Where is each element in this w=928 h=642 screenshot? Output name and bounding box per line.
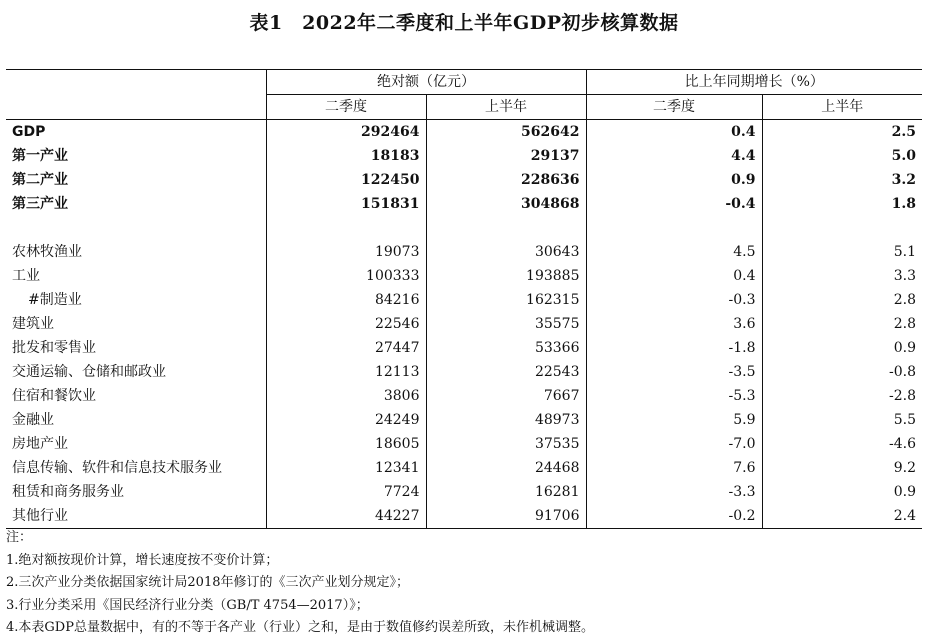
cell-h1-abs: 304868 xyxy=(426,192,586,216)
cell-h1-g: 2.8 xyxy=(762,288,922,312)
table-row xyxy=(6,144,922,168)
cell-q2-abs: 12113 xyxy=(266,360,426,384)
cell-h1-abs: 35575 xyxy=(426,312,586,336)
table-row xyxy=(6,240,922,264)
note-line: 3.行业分类采用《国民经济行业分类（GB/T 4754—2017）》； xyxy=(6,597,369,613)
cell-h1-g: 9.2 xyxy=(762,456,922,480)
cell-h1-abs: 16281 xyxy=(426,480,586,504)
table-row xyxy=(6,480,922,504)
cell-h1-abs: 37535 xyxy=(426,432,586,456)
cell-q2-g: 0.4 xyxy=(586,264,762,288)
table-row xyxy=(6,360,922,384)
cell-h1-abs: 53366 xyxy=(426,336,586,360)
cell-q2-g: -7.0 xyxy=(586,432,762,456)
cell-h1-g: 1.8 xyxy=(762,192,922,216)
header-corner xyxy=(6,70,266,120)
table-row xyxy=(6,120,922,145)
cell-q2-abs: 18183 xyxy=(266,144,426,168)
row-label: 房地产业 xyxy=(12,436,68,452)
row-label: 金融业 xyxy=(12,412,54,428)
cell-h1-g: 2.5 xyxy=(762,120,922,145)
cell-q2-abs: 22546 xyxy=(266,312,426,336)
header-q2-growth: 二季度 xyxy=(586,95,762,120)
cell-q2-g: -0.4 xyxy=(586,192,762,216)
spacer-cell xyxy=(426,216,586,240)
cell-q2-g: -0.2 xyxy=(586,504,762,529)
table-row xyxy=(6,456,922,480)
note-line: 1.绝对额按现价计算，增长速度按不变价计算； xyxy=(6,552,279,568)
cell-q2-g: 4.4 xyxy=(586,144,762,168)
table-row xyxy=(6,504,922,529)
cell-h1-abs: 22543 xyxy=(426,360,586,384)
header-absolute: 绝对额（亿元） xyxy=(266,70,586,95)
cell-h1-g: -4.6 xyxy=(762,432,922,456)
table-row xyxy=(6,168,922,192)
spacer-cell xyxy=(266,216,426,240)
header-growth: 比上年同期增长（%） xyxy=(586,70,922,95)
row-label: 其他行业 xyxy=(6,504,266,529)
cell-h1-g: -2.8 xyxy=(762,384,922,408)
table-row xyxy=(6,312,922,336)
cell-q2-abs: 27447 xyxy=(266,336,426,360)
cell-q2-g: -3.5 xyxy=(586,360,762,384)
table-row xyxy=(6,432,922,456)
note-line: 2.三次产业分类依据国家统计局2018年修订的《三次产业划分规定》； xyxy=(6,575,409,590)
cell-q2-g: -0.3 xyxy=(586,288,762,312)
header-row-1 xyxy=(6,70,922,95)
cell-q2-g: 4.5 xyxy=(586,240,762,264)
table-title: 表1 2022年二季度和上半年GDP初步核算数据 xyxy=(249,12,679,34)
footnotes xyxy=(6,527,922,640)
cell-q2-abs: 100333 xyxy=(266,264,426,288)
table-row xyxy=(6,192,922,216)
row-label: 农林牧渔业 xyxy=(12,244,82,260)
row-label: 批发和零售业 xyxy=(12,340,96,356)
cell-h1-abs: 162315 xyxy=(426,288,586,312)
cell-q2-g: 5.9 xyxy=(586,408,762,432)
cell-q2-abs: 151831 xyxy=(266,192,426,216)
cell-h1-g: 3.2 xyxy=(762,168,922,192)
note-line: 注： xyxy=(6,530,33,545)
cell-h1-g: 0.9 xyxy=(762,336,922,360)
cell-q2-g: 7.6 xyxy=(586,456,762,480)
spacer-row xyxy=(6,216,922,240)
cell-h1-g: 2.8 xyxy=(762,312,922,336)
note-line: 4.本表GDP总量数据中，有的不等于各产业（行业）之和，是由于数值修约误差所致，未作机械调整。 xyxy=(6,620,594,635)
cell-q2-abs: 12341 xyxy=(266,456,426,480)
row-label: 第三产业 xyxy=(12,196,68,212)
cell-q2-g: 3.6 xyxy=(586,312,762,336)
cell-h1-abs: 7667 xyxy=(426,384,586,408)
cell-h1-abs: 91706 xyxy=(426,504,586,529)
row-label: 第一产业 xyxy=(12,148,68,164)
cell-h1-g: -0.8 xyxy=(762,360,922,384)
row-label: 交通运输、仓储和邮政业 xyxy=(12,364,166,380)
cell-q2-abs: 84216 xyxy=(266,288,426,312)
header-q2-abs: 二季度 xyxy=(266,95,426,120)
cell-q2-abs: 7724 xyxy=(266,480,426,504)
spacer-cell xyxy=(762,216,922,240)
row-label: 租赁和商务服务业 xyxy=(12,484,124,500)
row-label: 第二产业 xyxy=(12,172,68,188)
row-label: 建筑业 xyxy=(12,316,54,332)
table-row xyxy=(6,408,922,432)
cell-h1-g: 5.0 xyxy=(762,144,922,168)
table-row xyxy=(6,264,922,288)
cell-q2-abs: 19073 xyxy=(266,240,426,264)
cell-h1-abs: 48973 xyxy=(426,408,586,432)
cell-q2-abs: 122450 xyxy=(266,168,426,192)
row-label: 住宿和餐饮业 xyxy=(12,388,96,404)
cell-q2-abs: 292464 xyxy=(266,120,426,145)
cell-q2-abs: 24249 xyxy=(266,408,426,432)
table-row xyxy=(6,288,922,312)
header-h1-growth: 上半年 xyxy=(762,95,922,120)
gdp-table xyxy=(6,69,922,529)
cell-q2-g: -3.3 xyxy=(586,480,762,504)
header-h1-abs: 上半年 xyxy=(426,95,586,120)
cell-q2-abs: 44227 xyxy=(266,504,426,529)
cell-q2-g: -1.8 xyxy=(586,336,762,360)
cell-q2-g: 0.9 xyxy=(586,168,762,192)
cell-h1-g: 0.9 xyxy=(762,480,922,504)
row-label: GDP xyxy=(12,124,46,140)
cell-h1-g: 3.3 xyxy=(762,264,922,288)
cell-h1-abs: 228636 xyxy=(426,168,586,192)
spacer-cell xyxy=(6,216,266,240)
table-row xyxy=(6,384,922,408)
cell-h1-g: 5.5 xyxy=(762,408,922,432)
spacer-cell xyxy=(586,216,762,240)
cell-h1-abs: 193885 xyxy=(426,264,586,288)
cell-h1-g: 5.1 xyxy=(762,240,922,264)
cell-q2-abs: 3806 xyxy=(266,384,426,408)
cell-h1-abs: 30643 xyxy=(426,240,586,264)
row-label: #制造业 xyxy=(28,292,82,308)
cell-h1-g: 2.4 xyxy=(762,504,922,529)
table-row xyxy=(6,336,922,360)
cell-h1-abs: 562642 xyxy=(426,120,586,145)
cell-h1-abs: 29137 xyxy=(426,144,586,168)
cell-h1-abs: 24468 xyxy=(426,456,586,480)
cell-q2-g: 0.4 xyxy=(586,120,762,145)
row-label: 工业 xyxy=(12,268,40,284)
cell-q2-g: -5.3 xyxy=(586,384,762,408)
row-label: 信息传输、软件和信息技术服务业 xyxy=(12,460,222,476)
cell-q2-abs: 18605 xyxy=(266,432,426,456)
